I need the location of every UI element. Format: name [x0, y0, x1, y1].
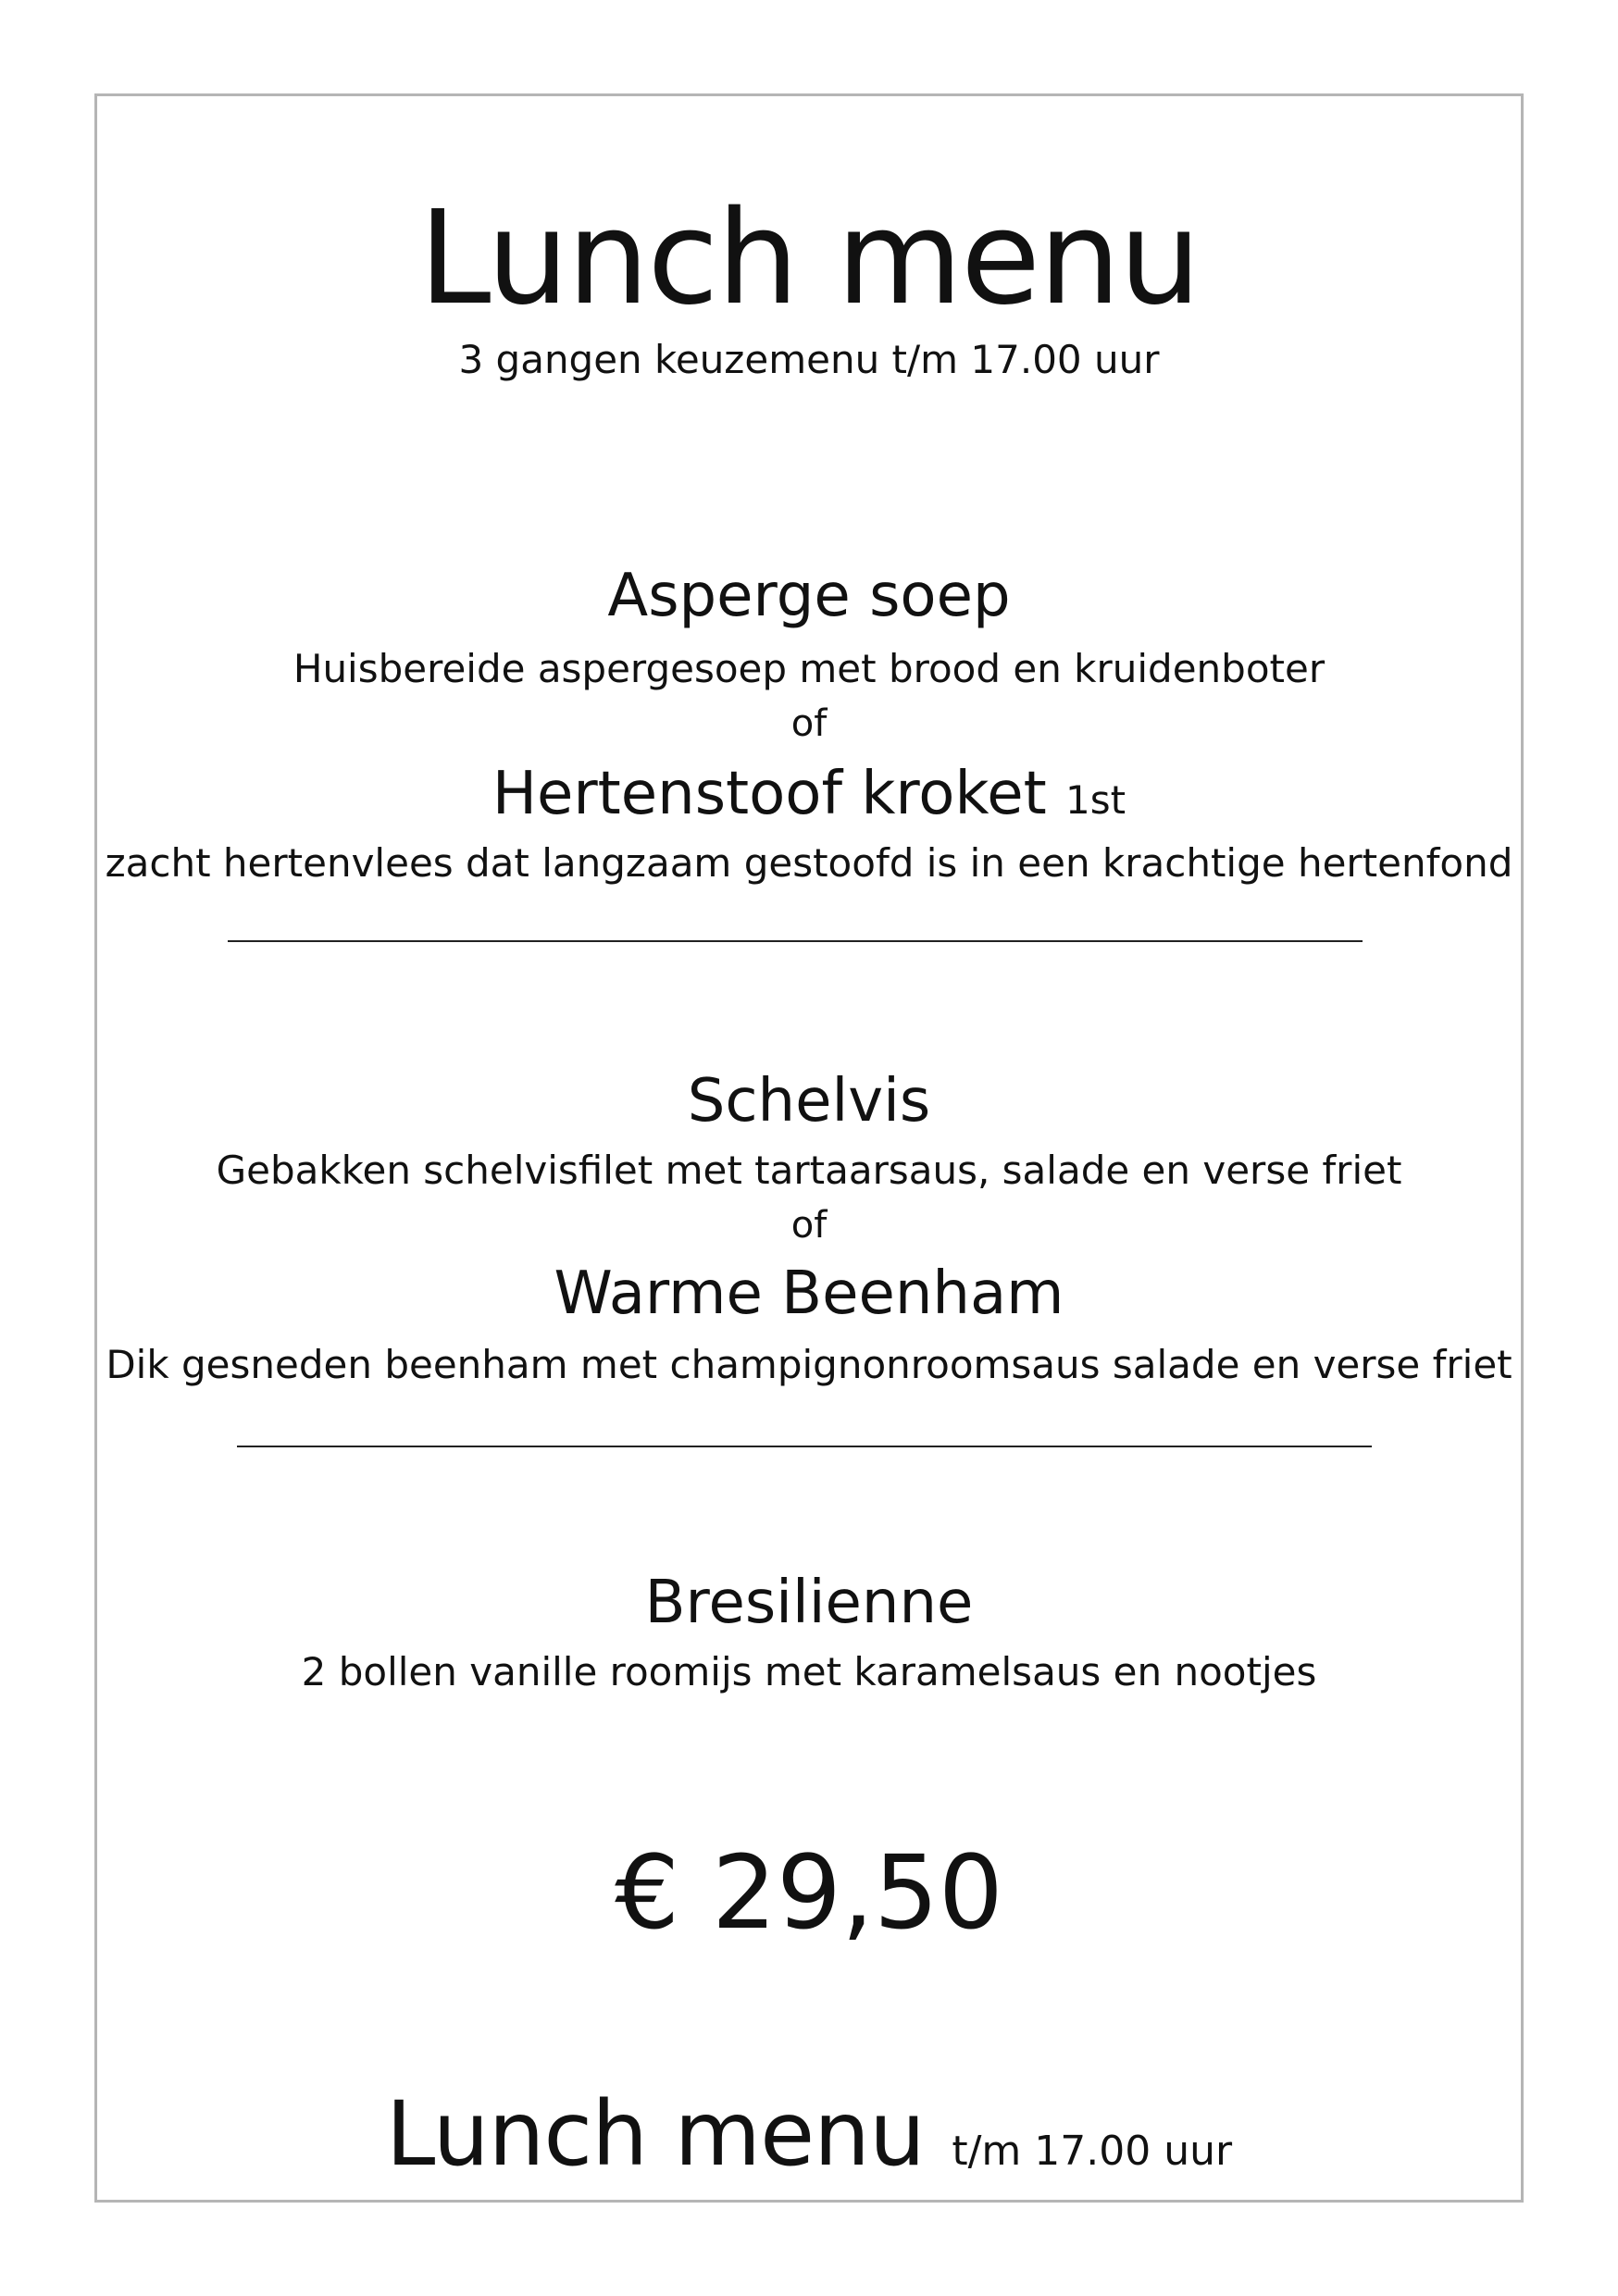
dish-description: Dik gesneden beenham met champignonroomsaus salade en verse friet: [106, 1342, 1512, 1387]
or-separator: of: [790, 1204, 828, 1247]
divider-line: [237, 1446, 1372, 1447]
footer-suffix: t/m 17.00 uur: [952, 2128, 1233, 2175]
dish-description: zacht hertenvlees dat langzaam gestoofd is in een krachtige hertenfond: [105, 840, 1513, 886]
footer-title: [0, 2082, 1618, 2186]
menu-subtitle: 3 gangen keuzemenu t/m 17.00 uur: [458, 337, 1160, 382]
footer-title-text: Lunch menu: [385, 2082, 925, 2186]
dish-description: Gebakken schelvisfilet met tartaarsaus, salade en verse friet: [216, 1148, 1402, 1193]
menu-price: € 29,50: [615, 1833, 1003, 1952]
dish-name: Asperge soep: [607, 562, 1011, 630]
dish-name: Bresilienne: [644, 1569, 974, 1637]
dish-name: Schelvis: [687, 1067, 931, 1136]
or-separator: of: [790, 702, 828, 745]
dish-name: [0, 760, 1618, 828]
dish-name-text: Hertenstoof kroket: [492, 760, 1047, 828]
dish-description: 2 bollen vanille roomijs met karamelsaus en nootjes: [301, 1649, 1317, 1694]
menu-title: Lunch menu: [418, 183, 1200, 334]
dish-name: Warme Beenham: [554, 1260, 1064, 1328]
dish-description: Huisbereide aspergesoep met brood en kruidenboter: [292, 646, 1326, 691]
dish-suffix: 1st: [1065, 777, 1126, 823]
divider-line: [228, 940, 1363, 942]
